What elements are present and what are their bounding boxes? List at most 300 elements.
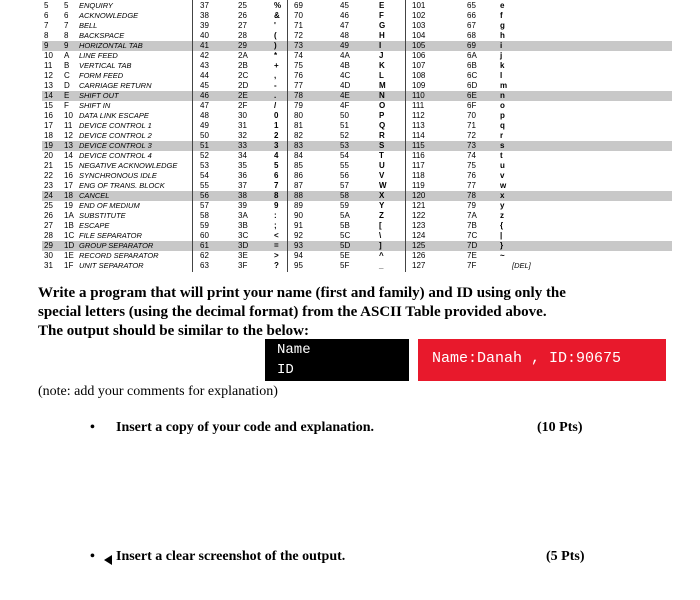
bullet-text: Insert a clear screenshot of the output. — [116, 549, 346, 564]
ascii-cell: 57 — [200, 201, 209, 210]
ascii-cell: v — [500, 171, 505, 180]
ascii-cell: ) — [274, 41, 277, 50]
ascii-cell: P — [379, 111, 385, 120]
ascii-cell: ACKNOWLEDGE — [79, 11, 139, 20]
ascii-row — [42, 61, 672, 71]
ascii-cell: 2B — [238, 61, 248, 70]
ascii-row — [42, 41, 672, 51]
ascii-cell: 110 — [412, 91, 425, 100]
ascii-cell: 6 — [44, 11, 49, 20]
ascii-cell: GROUP SEPARATOR — [79, 241, 154, 250]
ascii-cell: 39 — [238, 201, 247, 210]
ascii-row — [42, 151, 672, 161]
ascii-row — [42, 11, 672, 21]
ascii-cell: 1E — [64, 251, 74, 260]
ascii-cell: 109 — [412, 81, 426, 90]
ascii-cell: i — [500, 41, 503, 50]
ascii-cell: 6 — [274, 171, 279, 180]
ascii-cell: 117 — [412, 161, 425, 170]
ascii-cell: 26 — [238, 11, 247, 20]
ascii-cell: 70 — [294, 11, 303, 20]
ascii-cell: 45 — [340, 1, 349, 10]
ascii-cell: 106 — [412, 51, 426, 60]
ascii-cell: 35 — [238, 161, 247, 170]
ascii-row — [42, 231, 672, 241]
ascii-row — [42, 171, 672, 181]
ascii-cell: 75 — [467, 161, 476, 170]
ascii-cell: % — [274, 1, 282, 10]
ascii-cell: Y — [379, 201, 385, 210]
ascii-cell: 55 — [200, 181, 209, 190]
ascii-row — [42, 251, 672, 261]
ascii-cell: 15 — [64, 161, 73, 170]
ascii-cell: z — [500, 211, 504, 220]
ascii-cell: 51 — [200, 141, 209, 150]
ascii-cell: q — [500, 121, 505, 130]
ascii-cell: 78 — [467, 191, 476, 200]
ascii-cell: 123 — [412, 221, 426, 230]
ascii-cell: u — [500, 161, 505, 170]
ascii-cell: 28 — [44, 231, 53, 240]
ascii-cell: BELL — [79, 21, 98, 30]
ascii-cell: 25 — [44, 201, 53, 210]
ascii-row — [42, 241, 672, 251]
bullet-dot-icon: • — [90, 420, 95, 435]
ascii-cell: 3F — [238, 261, 248, 270]
ascii-cell: 55 — [340, 161, 349, 170]
ascii-cell: 83 — [294, 141, 303, 150]
ascii-cell: 37 — [200, 1, 209, 10]
ascii-cell: 44 — [200, 71, 209, 80]
ascii-row — [42, 221, 672, 231]
ascii-cell: 11 — [44, 61, 53, 70]
comment-note: (note: add your comments for explanation) — [38, 384, 278, 399]
ascii-row — [42, 21, 672, 31]
ascii-row — [42, 101, 672, 111]
ascii-cell: C — [64, 71, 70, 80]
ascii-cell: 32 — [238, 131, 247, 140]
ascii-cell: 18 — [64, 191, 73, 200]
ascii-cell: 4A — [340, 51, 350, 60]
ascii-cell: 7E — [467, 251, 477, 260]
ascii-cell: DEVICE CONTROL 2 — [79, 131, 152, 140]
ascii-cell: R — [379, 131, 385, 140]
ascii-cell: 58 — [340, 191, 349, 200]
points-label: (10 Pts) — [537, 420, 583, 435]
ascii-cell: 7F — [467, 261, 477, 270]
ascii-cell: 69 — [294, 1, 303, 10]
ascii-cell: 75 — [294, 61, 303, 70]
ascii-cell: 68 — [467, 31, 476, 40]
cursor-arrow-icon — [104, 555, 112, 565]
output-example-text: Name:Danah , ID:90675 — [432, 350, 622, 367]
ascii-cell: \ — [379, 231, 382, 240]
ascii-cell: 7A — [467, 211, 477, 220]
ascii-cell: 122 — [412, 211, 426, 220]
ascii-cell: _ — [379, 261, 384, 270]
ascii-cell: 5B — [340, 221, 350, 230]
ascii-cell: 2D — [238, 81, 249, 90]
ascii-cell: DEVICE CONTROL 1 — [79, 121, 152, 130]
ascii-cell: 113 — [412, 121, 425, 130]
ascii-cell: 73 — [467, 141, 476, 150]
ascii-cell: 24 — [44, 191, 53, 200]
ascii-cell: 104 — [412, 31, 426, 40]
ascii-cell: D — [64, 81, 70, 90]
ascii-cell: n — [500, 91, 505, 100]
prompt-line: Write a program that will print your name (first and family) and ID using only the — [38, 285, 566, 301]
ascii-cell: 76 — [294, 71, 303, 80]
ascii-row — [42, 111, 672, 121]
ascii-cell: 86 — [294, 171, 303, 180]
ascii-cell: 4B — [340, 61, 350, 70]
ascii-cell: 59 — [340, 201, 349, 210]
ascii-cell: 5A — [340, 211, 350, 220]
ascii-cell: + — [274, 61, 279, 70]
ascii-cell: 54 — [200, 171, 209, 180]
ascii-cell: 1B — [64, 221, 74, 230]
ascii-cell: 1C — [64, 231, 75, 240]
ascii-cell: 16 — [64, 171, 73, 180]
ascii-cell: FORM FEED — [79, 71, 124, 80]
ascii-cell: w — [500, 181, 507, 190]
ascii-cell: NEGATIVE ACKNOWLEDGE — [79, 161, 178, 170]
ascii-cell: 76 — [467, 171, 476, 180]
ascii-cell: 56 — [340, 171, 349, 180]
ascii-cell: 72 — [467, 131, 476, 140]
ascii-cell: 74 — [294, 51, 303, 60]
prompt-line: special letters (using the decimal format) from the ASCII Table provided above. — [38, 304, 547, 320]
ascii-cell: 119 — [412, 181, 425, 190]
ascii-cell: 63 — [200, 261, 209, 270]
ascii-cell: 69 — [467, 41, 476, 50]
ascii-cell: & — [274, 11, 280, 20]
ascii-cell: 7B — [467, 221, 477, 230]
ascii-cell: A — [64, 51, 70, 60]
ascii-cell: 27 — [44, 221, 53, 230]
ascii-cell: DEVICE CONTROL 3 — [79, 141, 152, 150]
ascii-cell: U — [379, 161, 385, 170]
ascii-cell: K — [379, 61, 385, 70]
ascii-cell: p — [500, 111, 505, 120]
sample-output-black — [265, 339, 409, 381]
ascii-cell: . — [274, 91, 277, 100]
ascii-cell: 58 — [200, 211, 209, 220]
ascii-cell: 53 — [200, 161, 209, 170]
ascii-cell: l — [500, 71, 503, 80]
ascii-cell: L — [379, 71, 384, 80]
ascii-cell: 61 — [200, 241, 209, 250]
ascii-cell: W — [379, 181, 387, 190]
ascii-cell: ' — [274, 21, 276, 30]
ascii-row — [42, 131, 672, 141]
ascii-cell: 19 — [64, 201, 73, 210]
ascii-cell: 6D — [467, 81, 478, 90]
ascii-row — [42, 71, 672, 81]
ascii-cell: 8 — [44, 31, 49, 40]
ascii-cell: 81 — [294, 121, 303, 130]
ascii-cell: 73 — [294, 41, 303, 50]
ascii-cell: 91 — [294, 221, 303, 230]
ascii-row — [42, 91, 672, 101]
ascii-cell: } — [500, 241, 504, 250]
ascii-cell: 3C — [238, 231, 249, 240]
ascii-cell: ~ — [500, 251, 505, 260]
ascii-cell: 127 — [412, 261, 426, 270]
ascii-cell: 22 — [44, 171, 53, 180]
ascii-cell: 107 — [412, 61, 426, 70]
ascii-cell: BACKSPACE — [79, 31, 125, 40]
ascii-cell: 78 — [294, 91, 303, 100]
ascii-cell: 30 — [238, 111, 247, 120]
ascii-cell: 62 — [200, 251, 209, 260]
ascii-row — [42, 121, 672, 131]
ascii-cell: 111 — [412, 101, 425, 110]
ascii-cell: 90 — [294, 211, 303, 220]
ascii-row — [42, 161, 672, 171]
ascii-cell: 121 — [412, 201, 426, 210]
ascii-cell: 2F — [238, 101, 248, 110]
ascii-cell: 48 — [340, 31, 349, 40]
ascii-cell: 7 — [274, 181, 279, 190]
ascii-cell: 51 — [340, 121, 349, 130]
ascii-cell: 42 — [200, 51, 209, 60]
ascii-cell: 3B — [238, 221, 248, 230]
ascii-cell: 71 — [467, 121, 476, 130]
ascii-cell: t — [500, 151, 503, 160]
ascii-cell: 7 — [64, 21, 69, 30]
ascii-cell: 10 — [64, 111, 73, 120]
ascii-cell: 77 — [467, 181, 476, 190]
ascii-cell: 88 — [294, 191, 303, 200]
ascii-cell: * — [274, 51, 278, 60]
ascii-cell: 6 — [64, 11, 69, 20]
ascii-cell: 72 — [294, 31, 303, 40]
ascii-cell: 47 — [200, 101, 209, 110]
ascii-cell: 5 — [44, 1, 49, 10]
ascii-cell: G — [379, 21, 386, 30]
ascii-cell: 7D — [467, 241, 478, 250]
ascii-cell: ; — [274, 221, 277, 230]
ascii-cell: 0 — [274, 111, 279, 120]
ascii-cell: 79 — [467, 201, 476, 210]
ascii-cell: y — [500, 201, 505, 210]
ascii-cell: Q — [379, 121, 386, 130]
ascii-cell: 3 — [274, 141, 279, 150]
ascii-cell: 2 — [274, 131, 279, 140]
ascii-cell: RECORD SEPARATOR — [79, 251, 159, 260]
ascii-cell: 102 — [412, 11, 426, 20]
ascii-cell: 5C — [340, 231, 351, 240]
ascii-row — [42, 211, 672, 221]
ascii-cell: , — [274, 71, 277, 80]
ascii-cell: 1F — [64, 261, 74, 270]
ascii-cell: HORIZONTAL TAB — [79, 41, 143, 50]
ascii-cell: x — [500, 191, 505, 200]
ascii-cell: h — [500, 31, 505, 40]
ascii-cell: 59 — [200, 221, 209, 230]
ascii-cell: FILE SEPARATOR — [79, 231, 142, 240]
ascii-cell: 6F — [467, 101, 477, 110]
ascii-cell: H — [379, 31, 385, 40]
ascii-cell: UNIT SEPARATOR — [79, 261, 144, 270]
ascii-cell: 54 — [340, 151, 349, 160]
ascii-cell: 39 — [200, 21, 209, 30]
ascii-cell: 26 — [44, 211, 53, 220]
ascii-cell: 94 — [294, 251, 303, 260]
ascii-cell: 7 — [44, 21, 49, 30]
ascii-cell: 5F — [340, 261, 350, 270]
ascii-cell: 27 — [238, 21, 247, 30]
ascii-cell: 3E — [238, 251, 248, 260]
ascii-row — [42, 181, 672, 191]
prompt-line: The output should be similar to the below: — [38, 323, 310, 339]
ascii-cell: DATA LINK ESCAPE — [79, 111, 149, 120]
bullet-text: Insert a copy of your code and explanation. — [116, 420, 374, 435]
ascii-cell: 4 — [274, 151, 279, 160]
ascii-cell: VERTICAL TAB — [79, 61, 132, 70]
ascii-cell: 2A — [238, 51, 248, 60]
ascii-cell: 14 — [64, 151, 73, 160]
ascii-cell: 29 — [44, 241, 53, 250]
ascii-cell: 12 — [64, 131, 73, 140]
ascii-cell: | — [500, 231, 503, 240]
ascii-cell: e — [500, 1, 505, 10]
ascii-cell: 29 — [238, 41, 247, 50]
ascii-cell: 6A — [467, 51, 477, 60]
ascii-cell: 66 — [467, 11, 476, 20]
ascii-cell: 28 — [238, 31, 247, 40]
ascii-cell: Z — [379, 211, 384, 220]
ascii-cell: 49 — [340, 41, 349, 50]
ascii-cell: 40 — [200, 31, 209, 40]
ascii-cell: 120 — [412, 191, 426, 200]
ascii-cell: r — [500, 131, 504, 140]
ascii-row — [42, 261, 672, 271]
ascii-cell: / — [274, 101, 277, 110]
ascii-cell: 57 — [340, 181, 349, 190]
ascii-cell: ENQUIRY — [79, 1, 113, 10]
ascii-cell: 20 — [44, 151, 53, 160]
ascii-cell: 125 — [412, 241, 426, 250]
ascii-cell: 6B — [467, 61, 477, 70]
ascii-cell: 34 — [238, 151, 247, 160]
ascii-cell: 5E — [340, 251, 350, 260]
ascii-cell: o — [500, 101, 505, 110]
ascii-cell: 50 — [340, 111, 349, 120]
ascii-cell: 65 — [467, 1, 476, 10]
ascii-row — [42, 31, 672, 41]
ascii-cell: 79 — [294, 101, 303, 110]
ascii-cell: [DEL] — [512, 261, 531, 270]
ascii-cell: SHIFT IN — [79, 101, 111, 110]
ascii-cell: 105 — [412, 41, 426, 50]
ascii-cell: 23 — [44, 181, 53, 190]
ascii-cell: 52 — [340, 131, 349, 140]
ascii-cell: 19 — [44, 141, 53, 150]
ascii-cell: CARRIAGE RETURN — [79, 81, 152, 90]
ascii-cell: 93 — [294, 241, 303, 250]
ascii-cell: 50 — [200, 131, 209, 140]
ascii-cell: SHIFT OUT — [79, 91, 119, 100]
ascii-cell: 84 — [294, 151, 303, 160]
ascii-cell: 3A — [238, 211, 248, 220]
ascii-cell: : — [274, 211, 277, 220]
ascii-cell: 45 — [200, 81, 209, 90]
ascii-cell: - — [274, 81, 277, 90]
ascii-cell: 70 — [467, 111, 476, 120]
ascii-cell: 11 — [64, 121, 73, 130]
ascii-cell: 43 — [200, 61, 209, 70]
ascii-cell: 13 — [44, 81, 53, 90]
ascii-cell: LINE FEED — [79, 51, 118, 60]
ascii-cell: 3D — [238, 241, 249, 250]
ascii-cell: END OF MEDIUM — [79, 201, 140, 210]
ascii-cell: 46 — [200, 91, 209, 100]
ascii-table — [42, 0, 672, 272]
ascii-cell: 124 — [412, 231, 426, 240]
ascii-row — [42, 1, 672, 11]
ascii-cell: 5 — [274, 161, 279, 170]
ascii-cell: 71 — [294, 21, 303, 30]
ascii-cell: 5 — [64, 1, 69, 10]
ascii-cell: 126 — [412, 251, 426, 260]
ascii-cell: ^ — [379, 251, 384, 260]
ascii-cell: 6E — [467, 91, 477, 100]
bullet-dot-icon: • — [90, 549, 95, 564]
ascii-row — [42, 141, 672, 151]
ascii-cell: 9 — [64, 41, 69, 50]
ascii-cell: S — [379, 141, 385, 150]
ascii-cell: 95 — [294, 261, 303, 270]
ascii-cell: 33 — [238, 141, 247, 150]
ascii-cell: 46 — [340, 11, 349, 20]
points-label: (5 Pts) — [546, 549, 585, 564]
ascii-cell: 36 — [238, 171, 247, 180]
ascii-cell: 103 — [412, 21, 426, 30]
ascii-cell: 8 — [274, 191, 279, 200]
ascii-cell: m — [500, 81, 508, 90]
ascii-cell: 112 — [412, 111, 425, 120]
ascii-cell: 48 — [200, 111, 209, 120]
ascii-cell: ] — [379, 241, 382, 250]
ascii-cell: 82 — [294, 131, 303, 140]
ascii-cell: 114 — [412, 131, 425, 140]
ascii-cell: I — [379, 41, 382, 50]
ascii-cell: g — [500, 21, 505, 30]
ascii-cell: DEVICE CONTROL 4 — [79, 151, 152, 160]
ascii-cell: 38 — [200, 11, 209, 20]
ascii-row — [42, 191, 672, 201]
ascii-cell: { — [500, 221, 504, 230]
ascii-cell: 67 — [467, 21, 476, 30]
ascii-cell: 2C — [238, 71, 249, 80]
ascii-cell: N — [379, 91, 385, 100]
ascii-cell: 4C — [340, 71, 351, 80]
ascii-cell: O — [379, 101, 386, 110]
ascii-cell: J — [379, 51, 384, 60]
ascii-cell: 16 — [44, 111, 53, 120]
ascii-cell: 92 — [294, 231, 303, 240]
output-id-label: ID — [277, 362, 294, 378]
ascii-cell: 38 — [238, 191, 247, 200]
ascii-cell: 85 — [294, 161, 303, 170]
ascii-cell: 74 — [467, 151, 476, 160]
ascii-cell: 17 — [44, 121, 53, 130]
ascii-cell: 41 — [200, 41, 209, 50]
ascii-cell: 7C — [467, 231, 478, 240]
ascii-cell: 118 — [412, 171, 425, 180]
